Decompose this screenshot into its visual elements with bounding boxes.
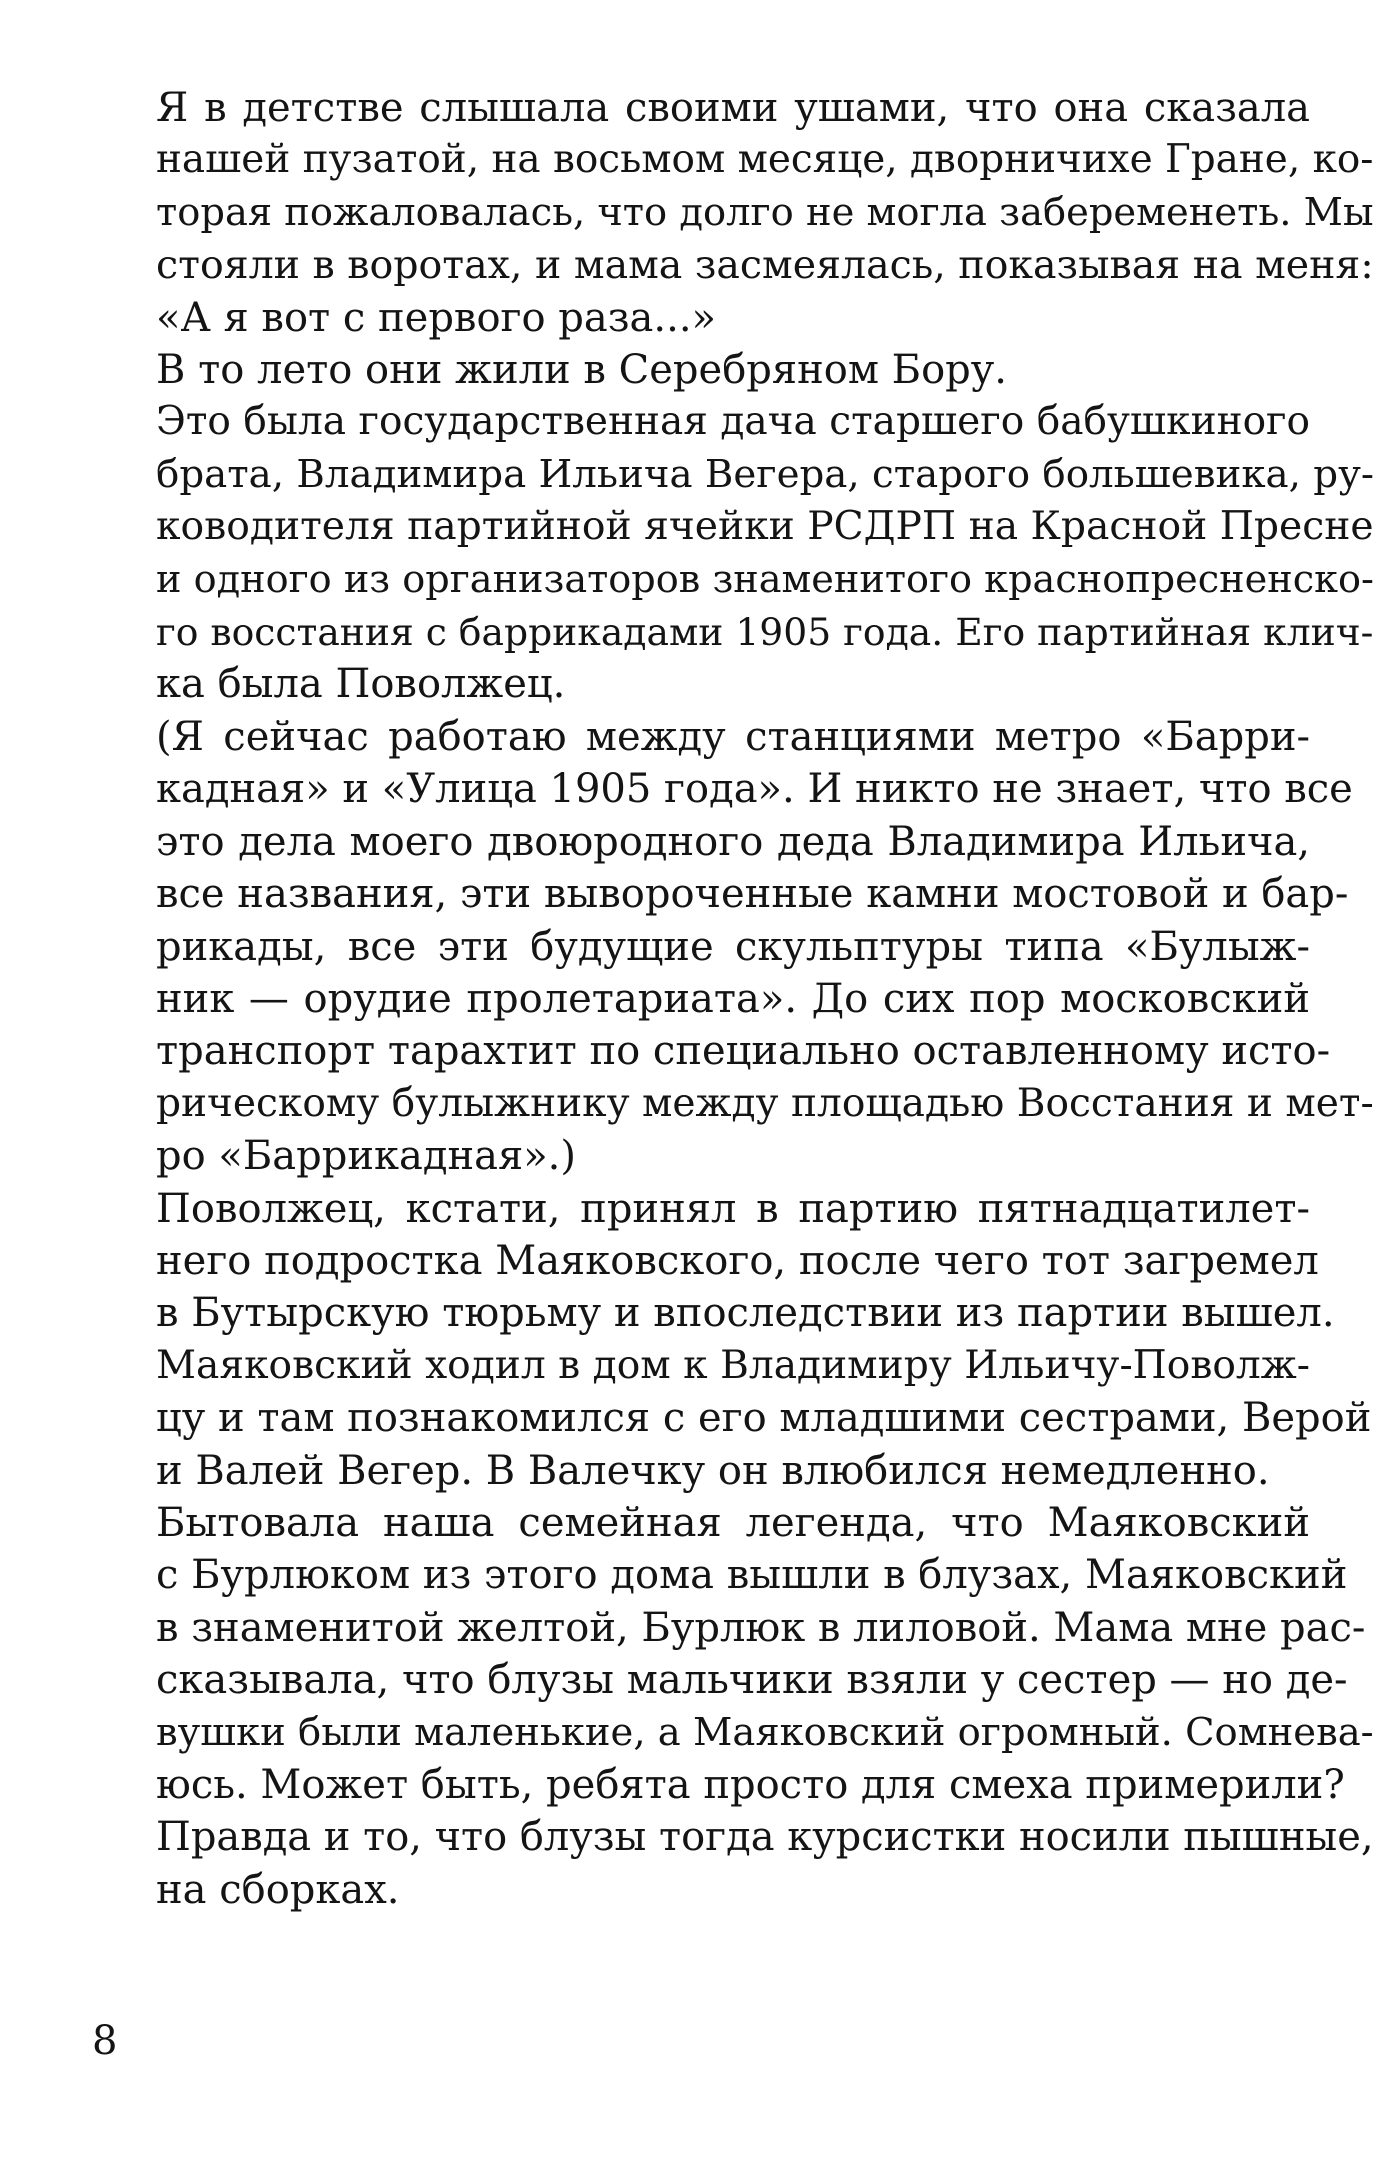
- text-line: все названия, эти вывороченные камни мостовой и бар-: [156, 871, 1349, 918]
- text-line: транспорт тарахтит по специально оставленному исто-: [156, 1028, 1331, 1075]
- paragraph: [92, 1340, 1372, 1497]
- text-line: брата, Владимира Ильича Вегера, старого большевика, ру-: [156, 451, 1374, 497]
- text-line: Маяковский ходил в дом к Владимиру Ильичу-Поволж-: [156, 1342, 1310, 1388]
- text-line: ник — орудие пролетариата». До сих пор московский: [156, 975, 1310, 1022]
- text-line: Это была государственная дача старшего бабушкиного: [156, 399, 1310, 445]
- text-line: юсь. Может быть, ребята просто для смеха примерили?: [156, 1762, 1345, 1808]
- text-line: нашей пузатой, на восьмом месяце, дворничихе Гране, ко-: [156, 137, 1374, 183]
- text-line: в знаменитой желтой, Бурлюк в лиловой. Мама мне рас-: [156, 1604, 1366, 1651]
- text-line: него подростка Маяковского, после чего тот загремел: [156, 1237, 1319, 1284]
- text-line: Правда и то, что блузы тогда курсистки носили пышные,: [156, 1814, 1374, 1861]
- text-line: (Я сейчас работаю между станциями метро «Барри-: [156, 713, 1310, 760]
- paragraph: [92, 82, 1374, 344]
- text-line: и Валей Вегер. В Валечку он влюбился немедленно.: [156, 1447, 1270, 1494]
- text-line: го восстания с баррикадами 1905 года. Его партийная клич-: [156, 610, 1374, 655]
- text-line: Я в детстве слышала своими ушами, что она сказала: [156, 85, 1310, 131]
- text-line: сказывала, что блузы мальчики взяли у сестер — но де-: [156, 1657, 1348, 1704]
- text-line: Бытовала наша семейная легенда, что Маяковский: [156, 1499, 1310, 1546]
- body-text: [92, 82, 1374, 1916]
- text-line: ководителя партийной ячейки РСДРП на Красной Пресне: [156, 504, 1374, 550]
- text-line: с Бурлюком из этого дома вышли в блузах, Маяковский: [156, 1552, 1348, 1599]
- text-line: ро «Баррикадная».): [156, 1133, 576, 1180]
- text-line: рическому булыжнику между площадью Восстания и мет-: [156, 1080, 1374, 1126]
- text-line: стояли в воротах, и мама засмеялась, показывая на меня:: [156, 242, 1374, 289]
- text-line: кадная» и «Улица 1905 года». И никто не знает, что все: [156, 766, 1353, 813]
- text-line: рикады, все эти будущие скульптуры типа «Булыж-: [156, 923, 1310, 970]
- text-line: вушки были маленькие, а Маяковский огромный. Сомнева-: [156, 1709, 1374, 1755]
- text-line: ка была Поволжец.: [156, 661, 566, 708]
- text-line: В то лето они жили в Серебряном Бору.: [156, 347, 1008, 394]
- text-line: «А я вот с первого раза...»: [156, 294, 717, 341]
- paragraph: [92, 1183, 1335, 1340]
- paragraph: [92, 1497, 1374, 1916]
- text-line: и одного из организаторов знаменитого краснопресненско-: [156, 557, 1374, 602]
- text-line: в Бутырскую тюрьму и впоследствии из партии вышел.: [156, 1290, 1335, 1337]
- text-line: цу и там познакомился с его младшими сестрами, Верой: [156, 1395, 1372, 1442]
- text-line: на сборках.: [156, 1866, 400, 1913]
- page-number: 8: [92, 2018, 118, 2064]
- paragraph: [92, 344, 1310, 396]
- text-line: торая пожаловалась, что долго не могла забеременеть. Мы: [156, 189, 1374, 235]
- paragraph: [92, 396, 1374, 710]
- text-line: это дела моего двоюродного деда Владимира Ильича,: [156, 818, 1310, 865]
- text-line: Поволжец, кстати, принял в партию пятнадцатилет-: [156, 1185, 1310, 1232]
- paragraph: [92, 711, 1374, 1183]
